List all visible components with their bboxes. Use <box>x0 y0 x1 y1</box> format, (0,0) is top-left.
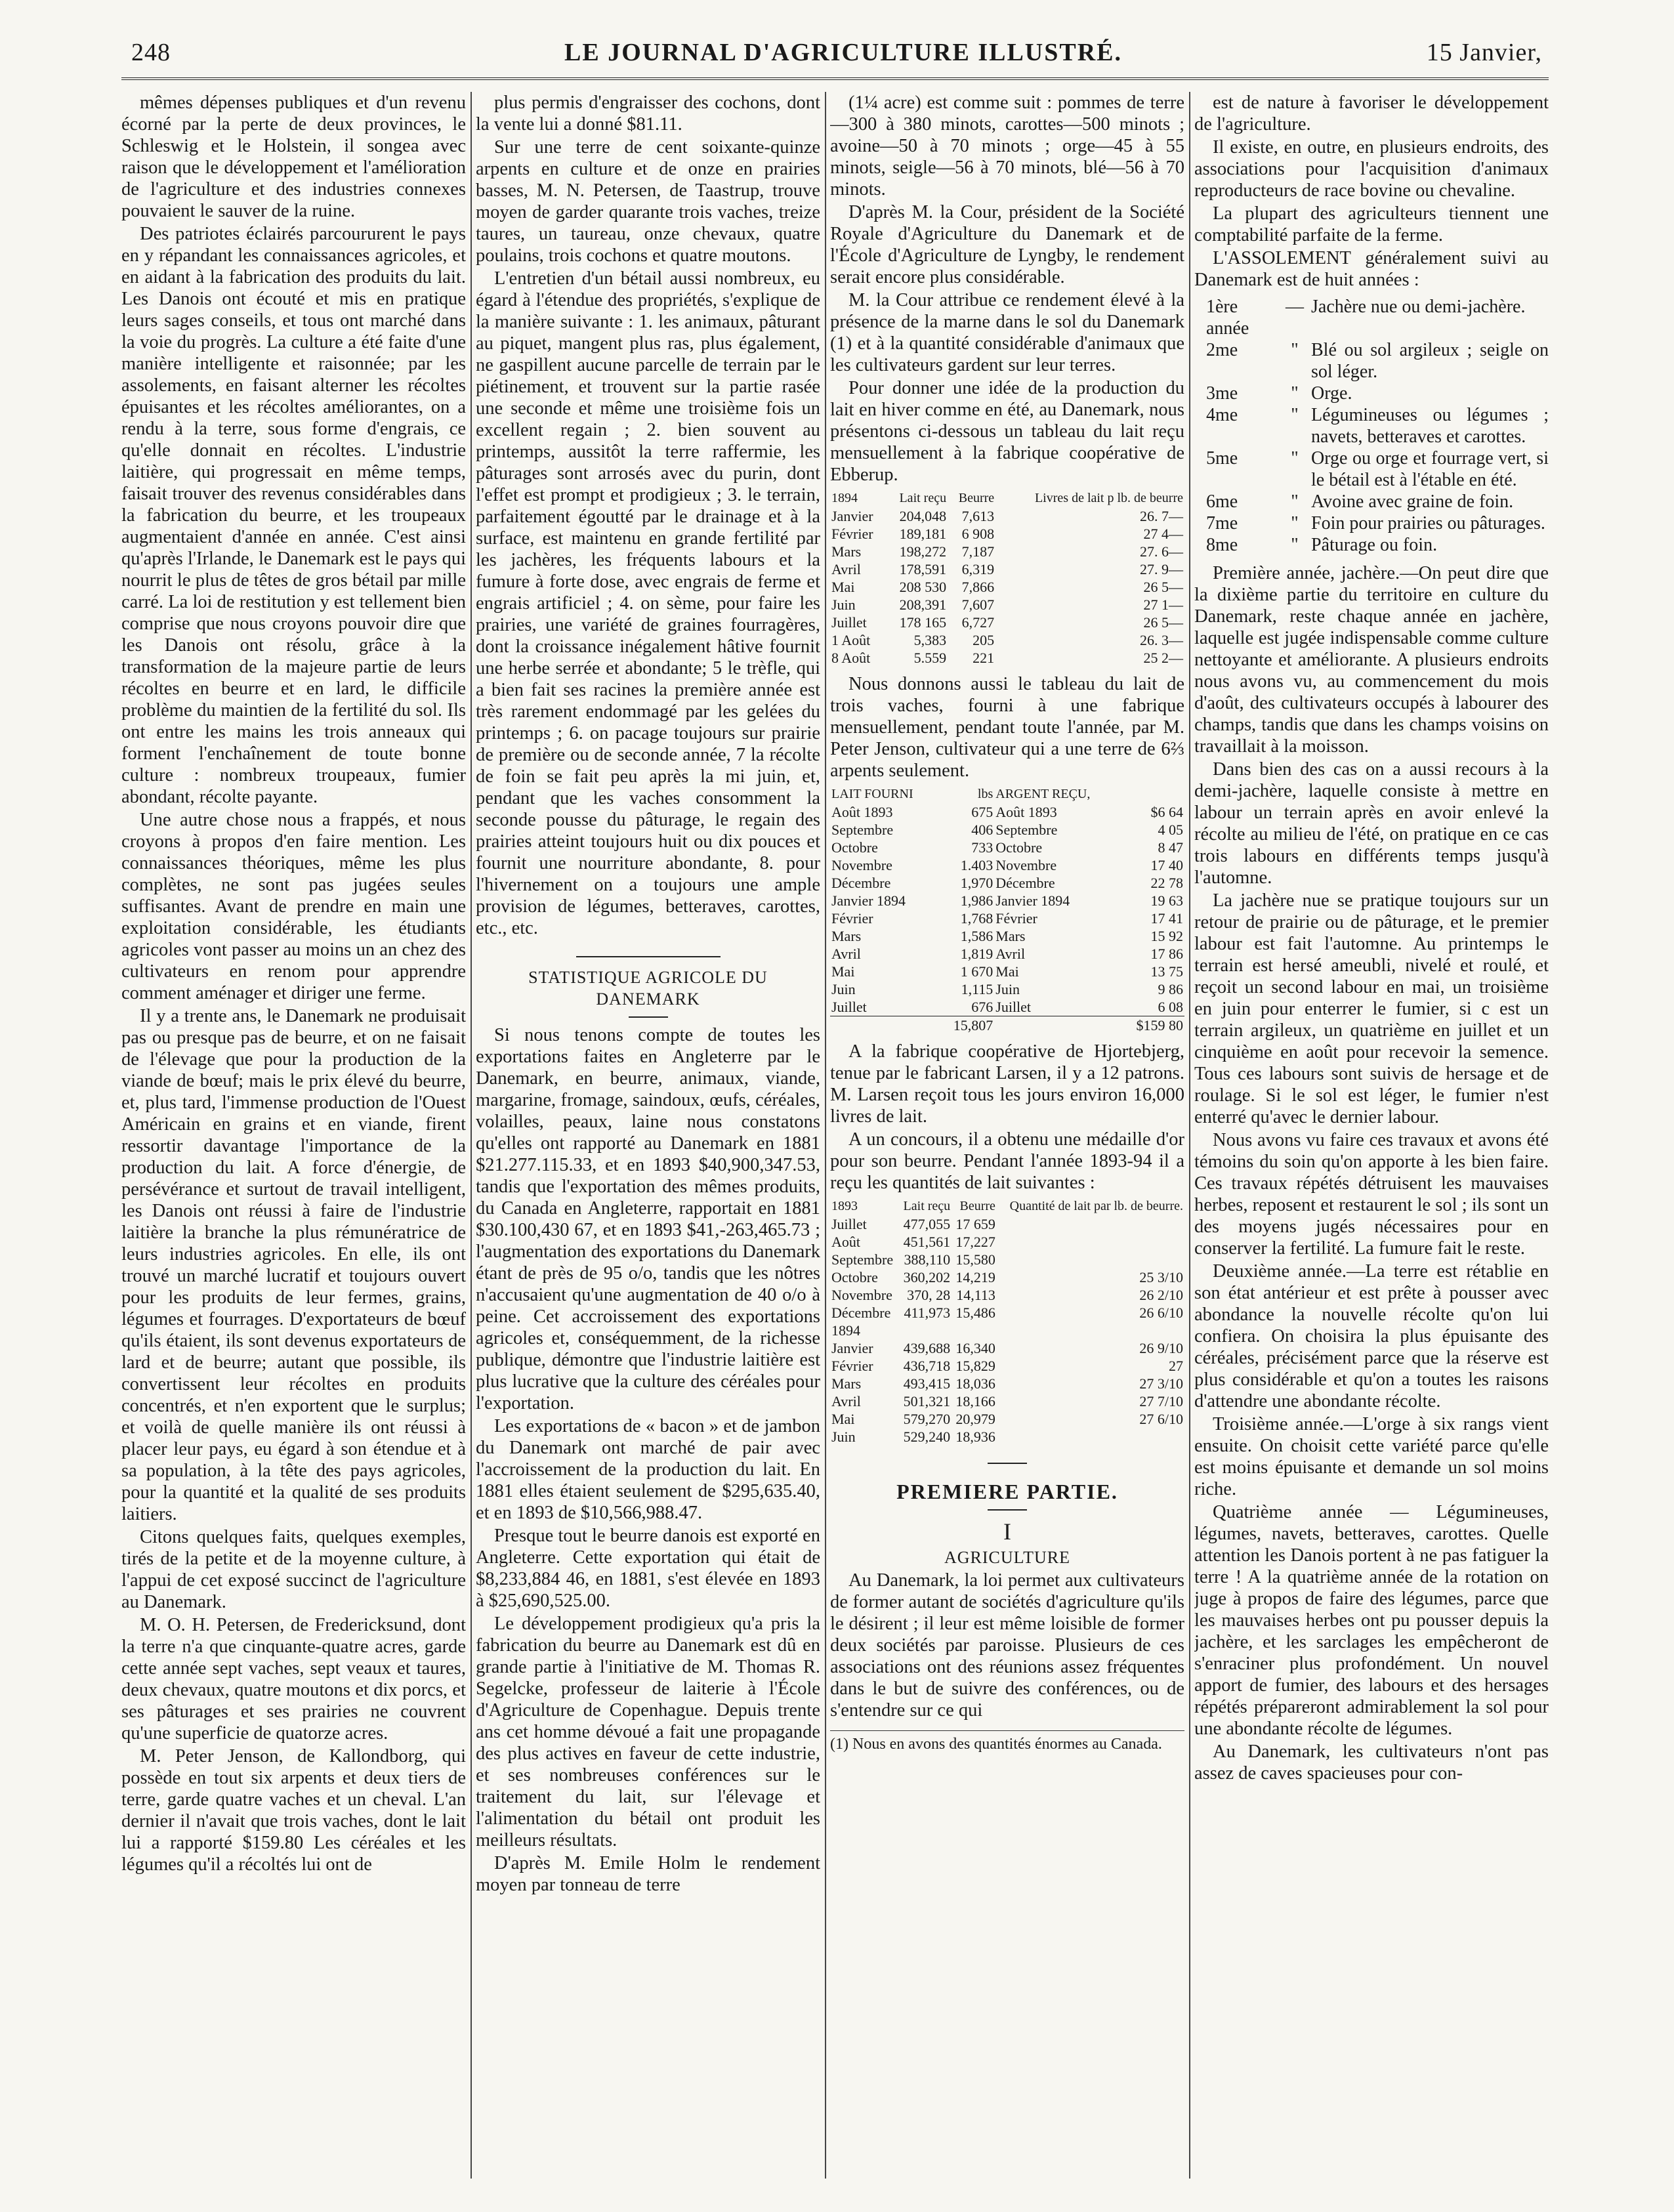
table-cell: 204,048 <box>899 508 947 524</box>
table-cell: 8 Août <box>831 650 871 666</box>
rotation-q: " <box>1291 383 1299 404</box>
section-heading: STATISTIQUE AGRICOLE DU DANEMARK <box>528 968 768 1009</box>
column-divider <box>1189 92 1190 2179</box>
paragraph: L'entretien d'un bétail aussi nombreux, eu égard à l'étendue des propriétés, s'explique de la manière suivante : 1. les animaux, pâturant au piquet, mangent plus ras, plus également, ne gaspillent aucune parcelle de terrain par le piétinement, et trouvent sur la partie rasée une seconde et même une troisième fois un excellent regain ; 2. bien souvent au printemps, aussitôt la terre raffermie, les pâturages sont arrosés avec du purin, dont l'effet est prompt et prodigieux ; 3. le terrain, parfaitement égoutté par le drainage et à la surface, est maintenu en grande fertilité par les jachères, les fréquents labours et la fumure à forte dose, avec engrais de ferme et engrais artificiel ; 4. on sème, pour faire les prairies, une variété de graines fourragères, dont la croissance inégalement hâtive fournit une herbe serrée et abondante; 5 le trèfle, qui a bien fait ses racines la première année est très rarement endommagé par les gelées du printemps ; 6. on pacage toujours sur prairie de première ou de seconde année, 7 la récolte de foin se fait peu après la mi juin, et, pendant que les vaches consomment la seconde pousse du pâturage, le regain des prairies atteint toujours huit ou dix pouces et fournit une nourriture abondante, 8. pour l'hivernement on a toujours une ample provision de légumes, betteraves, carottes, etc., etc. <box>476 268 820 938</box>
table-cell: 27 <box>1169 1358 1183 1374</box>
column-header: Beurre <box>958 491 995 505</box>
table-cell: 17 40 <box>1150 857 1183 873</box>
table-cell: 406 <box>971 822 994 838</box>
table-cell: Mars <box>831 928 862 944</box>
table-cell: 189,181 <box>899 526 947 542</box>
table-cell: Septembre <box>995 822 1058 838</box>
paragraph: Si nous tenons compte de toutes les exportations faites en Angleterre par le Danemark, en beurre, animaux, viande, margarine, fromage, saindoux, œufs, céréales, volailles, peaux, laine nous constatons qu'elles ont rapporté au Danemark en 1881 $21.277.115.33, et en 1893 $40,900,347.53, tandis que l'exportation des mêmes produits, du Canada en Angleterre, rapportait en 1881 $30.100,430 67, et en 1893 $41,-263,465.73 ; l'augmentation des exportations du Danemark étant de près de 95 o/o, tandis que les nôtres n'accusaient qu'une augmentation de 40 o/o à peine. Cet accroissement des exportations agricoles et, conséquemment, de la richesse publique, démontre que l'industrie laitière est plus lucrative que la culture des céréales pour l'exportation. <box>476 1025 820 1413</box>
table-row <box>830 839 1184 856</box>
rotation-year <box>1206 512 1549 534</box>
table-row <box>830 1410 1184 1428</box>
column-2 <box>476 92 820 2179</box>
paragraph: M. O. H. Petersen, de Fredericksund, dont la terre n'a que cinquante-quatre acres, garde cette année sept vaches, sept veaux et taures, deux chevaux, quatre moutons et dix porcs, et ses pâturages et ses prairies ne couvrent qu'une superficie de quatorze acres. <box>121 1615 466 1743</box>
column-header: Livres de lait p lb. de beurre <box>1034 491 1183 505</box>
table-cell: 25 2— <box>1143 650 1183 666</box>
paragraph: Première année, jachère.—On peut dire que la dixième partie du territoire en culture du Danemark, reste chaque année en jachère, laquelle est jugée indispensable comme culture nettoyante et améliorante. A plusieurs endroits nous avons vu, au commencement du mois d'août, des cultivateurs occupés à labourer des champs, tandis que dans les champs voisins on travaillait à la moisson. <box>1194 563 1549 757</box>
table-cell: Juin <box>831 981 856 997</box>
table-cell: 18,036 <box>955 1375 995 1392</box>
table-cell: 13 75 <box>1150 963 1183 980</box>
table-cell: 6 908 <box>961 526 995 542</box>
table-cell: 1,970 <box>960 875 994 891</box>
table-cell: 27 1— <box>1143 596 1183 613</box>
section-separator <box>988 1463 1027 1464</box>
table-cell: Janvier 1894 <box>995 892 1070 909</box>
paragraph: Au Danemark, les cultivateurs n'ont pas assez de caves spacieuses pour con- <box>1194 1742 1549 1784</box>
table-cell: Septembre <box>831 822 894 838</box>
column-header: Quantité de lait par lb. de beurre. <box>1009 1199 1183 1213</box>
table-cell <box>997 1428 1184 1446</box>
paragraph: M. la Cour attribue ce rendement élevé à la présence de la marne dans le sol du Danemark (1) et à la quantité considérable d'animaux que les cultivateurs gardent sur leur terres. <box>830 290 1184 375</box>
table-cell: Juillet <box>831 614 867 631</box>
table-cell: 27 4— <box>1143 526 1183 542</box>
table-row <box>830 614 1184 631</box>
table-row <box>830 1286 1184 1304</box>
rotation-crop: Orge ou orge et fourrage vert, si le bétail est à l'étable en été. <box>1311 448 1549 490</box>
paragraph: Il y a trente ans, le Danemark ne produisait pas ou presque pas de beurre, et on ne faisait de l'élevage que pour la production de la viande de bœuf; mais le prix élevé du beurre, et, plus tard, l'immense production de l'Ouest Américain en grains et en viande, firent ressortir davantage l'importance de la production du lait. A force d'énergie, de persévérance et surtout de travail intelligent, les Danois ont réussi à faire de l'industrie laitière la branche la plus rémunératrice de leurs industries agricoles. En elle, ils ont trouvé un marché lucratif et toujours ouvert pour les produits de leur fermes, grains, légumes et fourrages. D'exportateurs de bœuf qu'ils étaient, ils sont devenus exportateurs de lard et de beurre; autant que possible, ils convertissent leur récoltes en produits concentrés, et n'en exportent que le surplus; et voilà de quelle manière ils ont réussi à placer leur pays, eu égard à son étendue et à sa population, à la tête des pays agricoles, pour la quantité et la qualité de ses produits laitiers. <box>121 1006 466 1524</box>
table-cell: Août <box>831 1234 860 1250</box>
rotation-crop: Blé ou sol argileux ; seigle on sol léger. <box>1311 340 1549 382</box>
table-cell: 17 659 <box>955 1216 995 1232</box>
table-row <box>830 1392 1184 1410</box>
table-row <box>830 1233 1184 1251</box>
table-cell: 19 63 <box>1150 892 1183 909</box>
table-cell: Mai <box>831 1411 855 1427</box>
table-cell: Décembre <box>831 875 891 891</box>
rotation-year: 5me <box>1206 448 1238 469</box>
column-4 <box>1194 92 1549 2179</box>
table-row <box>830 1322 1184 1339</box>
paragraph: D'après M. Emile Holm le rendement moyen par tonneau de terre <box>476 1853 820 1895</box>
table-row <box>830 543 1184 560</box>
table-cell: 17 41 <box>1150 910 1183 927</box>
table-cell: Février <box>831 910 873 927</box>
jenson-milk-table <box>830 785 1184 1034</box>
rotation-year: 4me <box>1206 405 1238 425</box>
rotation-crop: Orge. <box>1311 383 1352 404</box>
rotation-year: 6me <box>1206 491 1238 512</box>
column-1 <box>121 92 466 2179</box>
issue-date: 15 Janvier, <box>1426 39 1542 66</box>
table-row <box>830 525 1184 543</box>
column-header: LAIT FOURNI <box>831 787 913 801</box>
table-cell: Avril <box>995 946 1026 962</box>
chapter-heading: AGRICULTURE <box>944 1548 1071 1567</box>
column-header: ARGENT REÇU, <box>995 787 1091 801</box>
table-cell: 1,115 <box>961 981 994 997</box>
table-cell: 26. 3— <box>1140 632 1183 648</box>
table-cell: 178 165 <box>899 614 947 631</box>
table-cell: 439,688 <box>903 1340 951 1356</box>
table-row <box>830 649 1184 667</box>
paragraph: A un concours, il a obtenu une médaille d'or pour son beurre. Pendant l'année 1893-94 il a reçu les quantités de lait suivantes : <box>830 1129 1184 1193</box>
table-cell: 5.559 <box>913 650 947 666</box>
table-cell: Juin <box>831 596 856 613</box>
table-row <box>830 927 1184 945</box>
table-cell: Novembre <box>831 857 892 873</box>
table-cell: Février <box>995 910 1037 927</box>
table-row <box>830 1375 1184 1392</box>
rotation-crop: Jachère nue ou demi-jachère. <box>1311 297 1526 317</box>
table-cell: 411,973 <box>904 1304 951 1321</box>
table-cell: 27. 6— <box>1140 543 1183 560</box>
table-cell: $6 64 <box>1150 804 1183 820</box>
rotation-q: — <box>1286 297 1304 317</box>
column-header: Lait reçu <box>899 491 947 505</box>
table-cell: 501,321 <box>903 1393 951 1409</box>
table-cell: 6 08 <box>1158 999 1183 1015</box>
table-cell: Mars <box>831 543 862 560</box>
paragraph: La plupart des agriculteurs tiennent une comptabilité parfaite de la ferme. <box>1194 203 1549 245</box>
table-cell: 493,415 <box>903 1375 951 1392</box>
table-cell: 1,586 <box>960 928 994 944</box>
table-cell: Octobre <box>995 839 1043 856</box>
heading-rule <box>988 1509 1027 1511</box>
table-row <box>830 892 1184 909</box>
table-row <box>830 1304 1184 1322</box>
table-cell: 26 5— <box>1143 579 1183 595</box>
paragraph: Une autre chose nous a frappés, et nous croyons à propos d'en faire mention. Les connaissances théoriques, même les plus complètes, ne sont pas jugées seules suffisantes. Avant de prendre en main une exploitation considérable, les étudiants agricoles vont passer au moins un an chez des cultivateurs en renom pour apprendre comment aménager et diriger une ferme. <box>121 810 466 1003</box>
paragraph: Dans bien des cas on a aussi recours à la demi-jachère, laquelle consiste à mettre en labour un terrain après en avoir enlevé la récolte au milieu de l'été, on pratique en ce cas trois labours en différents temps jusqu'à l'automne. <box>1194 759 1549 888</box>
table-cell: 7,187 <box>961 543 995 560</box>
table-cell: 208,391 <box>899 596 947 613</box>
table-cell: 6,319 <box>961 561 995 577</box>
rotation-year: 7me <box>1206 513 1238 533</box>
paragraph: mêmes dépenses publiques et d'un revenu écorné par la perte de deux provinces, le Schleswig et le Holstein, il songea avec raison que le développement et l'amélioration de l'agriculture et des industries connexes pouvaient le sauver de la ruine. <box>121 93 466 221</box>
table-row <box>830 856 1184 874</box>
table-cell: Septembre <box>831 1251 894 1268</box>
table-row <box>830 821 1184 839</box>
chapter-number: I <box>1003 1518 1011 1545</box>
table-row <box>830 1357 1184 1375</box>
paragraph: Des patriotes éclairés parcoururent le pays en y répandant les connaissances agricoles, et en aidant à la fabrication des produits du lait. Les Danois ont écouté et mis en pratique leurs sages conseils, et tous ont marché dans la voie du progrès. La culture a été faite d'une manière intelligente et raisonnée; par les assolements, en faisant alterner les récoltes épuisantes et les récoltes améliorantes, on a rendu à la terre, sous forme d'engrais, ce qu'elle donnait en récoltes. L'industrie laitière, qui progressait en même temps, faisait trouver des revenus considérables dans la fabrication du beurre, et les troupeaux augmentaient d'année en année. C'est ainsi qu'après l'Irlande, le Danemark est le pays qui nourrit le plus de têtes de gros bétail par mille carré. La loi de restitution y est tellement bien comprise que nous croyons pouvoir dire que les Danois ont résolu, grâce à la transformation de la majeure partie de leurs récoltes en beurre et en lard, le difficile problème du maintien de la fertilité du sol. Ils ont entre les mains les trois anneaux qui forment l'enchaînement de toute bonne culture : nombreux troupeaux, fumier abondant, récolte payante. <box>121 224 466 807</box>
paragraph: Au Danemark, la loi permet aux cultivateurs de former autant de sociétés d'agriculture qu'ils le désirent ; il leur est même loisible de former deux sociétés par paroisse. Plusieurs de ces associations ont des réunions assez fréquentes dans le but de suivre des conférences, ou de s'entendre sur ce qui <box>830 1570 1184 1721</box>
table-row <box>830 1251 1184 1268</box>
rotation-year <box>1206 296 1549 339</box>
table-cell: Janvier 1894 <box>831 892 906 909</box>
table-cell: Avril <box>831 561 861 577</box>
rotation-year <box>1206 534 1549 556</box>
paragraph: Pour donner une idée de la production du lait en hiver comme en été, au Danemark, nous présentons ci-dessous un tableau du lait reçu mensuellement à la fabrique coopérative de Ebberup. <box>830 378 1184 485</box>
table-row <box>830 909 1184 927</box>
table-total-row <box>830 1016 1184 1035</box>
column-header: 1893 <box>831 1199 858 1213</box>
table-cell: 26. 7— <box>1140 508 1183 524</box>
table-cell: 7,607 <box>961 596 995 613</box>
paragraph: Il existe, en outre, en plusieurs endroits, des associations pour l'acquisition d'animaux reproducteurs de race bovine ou chevaline. <box>1194 137 1549 201</box>
rotation-year: 3me <box>1206 383 1238 404</box>
rotation-q: " <box>1291 405 1299 425</box>
paragraph: plus permis d'engraisser des cochons, dont la vente lui a donné $81.11. <box>476 93 820 135</box>
table-row <box>830 1268 1184 1286</box>
rotation-crop: Avoine avec graine de foin. <box>1311 491 1514 512</box>
table-total-cell: 15,807 <box>940 1016 995 1035</box>
journal-title: LE JOURNAL D'AGRICULTURE ILLUSTRÉ. <box>564 39 1123 66</box>
table-row <box>830 803 1184 821</box>
rotation-crop: Légumineuses ou légumes ; navets, betteraves et carottes. <box>1311 405 1549 447</box>
table-cell: 451,561 <box>903 1234 951 1250</box>
table-cell: Avril <box>831 1393 861 1409</box>
table-cell: Février <box>831 1358 873 1374</box>
table-cell: Juillet <box>831 999 867 1015</box>
rotation-year: 2me <box>1206 340 1238 360</box>
table-row <box>830 874 1184 892</box>
table-cell: 27. 9— <box>1140 561 1183 577</box>
rotation-year <box>1206 383 1549 404</box>
table-cell: 1.403 <box>960 857 994 873</box>
table-cell: 529,240 <box>903 1429 951 1445</box>
rotation-crop: Foin pour prairies ou pâturages. <box>1311 513 1545 533</box>
table-cell: 208 530 <box>899 579 947 595</box>
table-cell: 1 Août <box>831 632 871 648</box>
table-cell: Décembre <box>995 875 1055 891</box>
table-header-row <box>830 490 1184 507</box>
table-cell: 360,202 <box>903 1269 951 1285</box>
table-cell: 15 92 <box>1150 928 1183 944</box>
paragraph: est de nature à favoriser le développement de l'agriculture. <box>1194 93 1549 135</box>
table-row <box>830 945 1184 963</box>
table-row <box>830 560 1184 578</box>
table-cell: Février <box>831 526 873 542</box>
ebberup-milk-table <box>830 490 1184 667</box>
table-cell: Mai <box>995 963 1019 980</box>
table-cell: 733 <box>971 839 994 856</box>
table-cell: 1,819 <box>960 946 994 962</box>
table-cell: 15,580 <box>955 1251 995 1268</box>
table-row <box>830 1215 1184 1233</box>
table-cell: 26 6/10 <box>1139 1304 1183 1321</box>
table-cell: Juillet <box>995 999 1032 1015</box>
table-cell: Mars <box>831 1375 862 1392</box>
part-heading: PREMIERE PARTIE. <box>896 1480 1118 1503</box>
table-cell: 388,110 <box>904 1251 951 1268</box>
rotation-q: " <box>1291 340 1299 360</box>
table-cell: Décembre <box>831 1304 891 1321</box>
paragraph: L'ASSOLEMENT généralement suivi au Danemark est de huit années : <box>1194 248 1549 290</box>
rotation-year <box>1206 339 1549 383</box>
table-cell: 198,272 <box>899 543 947 560</box>
paragraph: A la fabrique coopérative de Hjortebjerg, tenue par le fabricant Larsen, il y a 12 patrons. M. Larsen reçoit tous les jours environ 16,000 livres de lait. <box>830 1041 1184 1127</box>
table-cell: Juin <box>831 1429 856 1445</box>
table-cell: Mars <box>995 928 1026 944</box>
table-row <box>830 596 1184 614</box>
paragraph: Nous avons vu faire ces travaux et avons été témoins du soin qu'on apporte à les bien faire. Ces travaux répétés détruisent les mauvaises herbes, reposent et restaurent le sol ; ils sont un des moyens jugés nécessaires pour en conserver la fertilité. La fumure fait le reste. <box>1194 1130 1549 1259</box>
column-header: 1894 <box>831 491 858 505</box>
table-cell: 370, 28 <box>907 1287 951 1303</box>
section-separator <box>576 956 721 957</box>
hjortebjerg-milk-table <box>830 1198 1184 1446</box>
heading-rule <box>629 1016 668 1018</box>
table-cell: Juin <box>995 981 1020 997</box>
table-cell: Août 1893 <box>995 804 1057 820</box>
table-cell: 8 47 <box>1158 839 1183 856</box>
table-cell: Avril <box>831 946 861 962</box>
rotation-q: " <box>1291 513 1299 533</box>
table-cell: 27 7/10 <box>1139 1393 1183 1409</box>
table-cell <box>997 1322 1184 1339</box>
table-row <box>830 963 1184 980</box>
table-cell: Janvier <box>831 508 873 524</box>
table-cell <box>952 1322 997 1339</box>
table-total-cell <box>830 1016 940 1035</box>
table-cell <box>997 1215 1184 1233</box>
table-header-row <box>830 785 1184 803</box>
table-cell: 579,270 <box>903 1411 951 1427</box>
rotation-year <box>1206 404 1549 448</box>
table-cell: 27 6/10 <box>1139 1411 1183 1427</box>
table-cell: Mai <box>831 963 855 980</box>
paragraph: Deuxième année.—La terre est rétablie en son état antérieur et est prête à pousser avec abondance la nouvelle récolte qu'on lui confiera. On choisira la plus épuisante des céréales, précisément parce que la réserve est plus considérable et qu'on a toutes les raisons d'attendre une abondante récolte. <box>1194 1261 1549 1411</box>
paragraph: Troisième année.—L'orge à six rangs vient ensuite. On choisit cette variété parce qu'elle est moins épuisante et demande un sol moins riche. <box>1194 1414 1549 1499</box>
paragraph: M. Peter Jenson, de Kallondborg, qui possède en tout six arpents et deux tiers de terre, garde quatre vaches et un cheval. L'an dernier il n'avait que trois vaches, dont le lait lui a rapporté $159.80 Les céréales et les légumes qu'il a récoltés lui ont de <box>121 1746 466 1875</box>
table-cell <box>899 1322 952 1339</box>
table-total-cell <box>994 1016 1120 1035</box>
table-cell: 14,113 <box>956 1287 995 1303</box>
table-row <box>830 631 1184 649</box>
header-rule <box>121 77 1549 80</box>
table-cell: Mai <box>831 579 855 595</box>
paragraph: La jachère nue se pratique toujours sur un retour de prairie ou de pâturage, et le premier labour est fait l'automne. Au printemps le terrain est hersé ameubli, nivelé et roulé, et reçoit un second labour en mai, un troisième en juin pour enterrer le fumier, si c est un terrain argileux, un quatrième en juillet et un cinquième en août pour recevoir la semence. Tous ces labours sont suivis de hersage et de roulage. Si le sol est léger, le fumier n'est enterré qu'avec le dernier labour. <box>1194 890 1549 1127</box>
table-cell: 675 <box>971 804 994 820</box>
table-cell: 4 05 <box>1158 822 1183 838</box>
table-cell: 1,768 <box>960 910 994 927</box>
paragraph: Quatrième année — Légumineuses, légumes, navets, betteraves, carottes. Quelle attention les Danois portent à ne pas fatiguer la terre ! A la quatrième année de la rotation on juge à propos de faire des légumes, parce que les mauvaises herbes ont pu pousser depuis la jachère, et les sarclages les empêcheront de s'enraciner plus profondément. Un nouvel apport de fumier, des labours et des hersages répétés prépareront admirablement la sol pour une abondante récolte de légumes. <box>1194 1502 1549 1739</box>
column-header <box>1120 785 1184 803</box>
rotation-year: 8me <box>1206 535 1238 555</box>
table-cell: Janvier <box>831 1340 873 1356</box>
page-number: 248 <box>131 39 171 66</box>
table-row <box>830 1339 1184 1357</box>
table-cell: 18,166 <box>955 1393 995 1409</box>
table-cell: 22 78 <box>1150 875 1183 891</box>
rotation-q: " <box>1291 448 1299 469</box>
table-cell: 676 <box>971 999 994 1015</box>
paragraph: Nous donnons aussi le tableau du lait de trois vaches, fourni à une fabrique mensuellement, pendant toute l'année, par M. Peter Jenson, cultivateur qui a une terre de 6⅔ arpents seulement. <box>830 674 1184 781</box>
table-cell: 14,219 <box>955 1269 995 1285</box>
column-header: Beurre <box>959 1199 995 1213</box>
table-cell: Octobre <box>831 839 878 856</box>
table-cell: 20,979 <box>955 1411 995 1427</box>
table-cell <box>997 1251 1184 1268</box>
paragraph: D'après M. la Cour, président de la Société Royale d'Agriculture du Danemark et de l'École d'Agriculture de Lyngby, le rendement serait encore plus considérable. <box>830 202 1184 287</box>
table-cell: 1894 <box>831 1322 860 1339</box>
column-3 <box>830 92 1184 2179</box>
page-header <box>131 38 1542 75</box>
table-cell: Août 1893 <box>831 804 893 820</box>
table-cell: 17 86 <box>1150 946 1183 962</box>
table-row <box>830 578 1184 596</box>
table-cell: 27 3/10 <box>1139 1375 1183 1392</box>
table-cell: 26 5— <box>1143 614 1183 631</box>
table-cell: 6,727 <box>961 614 995 631</box>
table-cell: Octobre <box>831 1269 878 1285</box>
table-cell: 1,986 <box>960 892 994 909</box>
table-total-cell: $159 80 <box>1120 1016 1184 1035</box>
crop-rotation-list <box>1206 296 1549 556</box>
paragraph: (1¼ acre) est comme suit : pommes de terre—300 à 380 minots, carottes—500 minots ; avoine—50 à 70 minots ; orge—45 à 55 minots, seigle—56 à 70 minots, blé—56 à 70 minots. <box>830 93 1184 199</box>
table-cell: 16,340 <box>955 1340 995 1356</box>
table-cell: 26 2/10 <box>1139 1287 1183 1303</box>
rotation-q: " <box>1291 491 1299 512</box>
table-cell: 18,936 <box>955 1429 995 1445</box>
table-row <box>830 980 1184 998</box>
table-cell: 9 86 <box>1158 981 1183 997</box>
rotation-year: 1ère année <box>1206 297 1249 339</box>
column-header: lbs <box>977 787 994 801</box>
table-cell: 1 670 <box>960 963 994 980</box>
column-divider <box>825 92 826 2179</box>
rotation-year <box>1206 491 1549 512</box>
table-cell: 477,055 <box>903 1216 951 1232</box>
rotation-q: " <box>1291 535 1299 555</box>
rotation-crop: Pâturage ou foin. <box>1311 535 1438 555</box>
table-cell: 205 <box>973 632 995 648</box>
paragraph: Le développement prodigieux qu'a pris la fabrication du beurre au Danemark est dû en grande partie à l'initiative de M. Thomas R. Segelcke, professeur de laiterie à l'École d'Agriculture de Copenhague. Depuis trente ans cet homme dévoué a fait une propagande des plus actives en faveur de cette industrie, et ses nombreuses conférences sur le traitement du lait, sur l'élevage et l'alimentation du bétail ont produit les meilleurs résultats. <box>476 1614 820 1850</box>
column-divider <box>471 92 472 2179</box>
table-cell: 25 3/10 <box>1139 1269 1183 1285</box>
table-cell: 221 <box>973 650 995 666</box>
table-cell <box>997 1233 1184 1251</box>
table-cell: 436,718 <box>903 1358 951 1374</box>
column-header: Lait reçu <box>903 1199 951 1213</box>
table-cell: 26 9/10 <box>1139 1340 1183 1356</box>
table-cell: Novembre <box>995 857 1057 873</box>
table-cell: 7,866 <box>961 579 995 595</box>
table-cell: Novembre <box>831 1287 892 1303</box>
paragraph: Presque tout le beurre danois est exporté en Angleterre. Cette exportation qui était de $8,233,884 46, en 1881, s'est élevée en 1893 à $25,690,525.00. <box>476 1526 820 1611</box>
table-cell: 15,829 <box>955 1358 995 1374</box>
table-cell: Juillet <box>831 1216 867 1232</box>
table-cell: 7,613 <box>961 508 995 524</box>
table-row <box>830 507 1184 525</box>
table-row <box>830 998 1184 1016</box>
table-cell: 178,591 <box>899 561 947 577</box>
table-row <box>830 1428 1184 1446</box>
paragraph: Citons quelques faits, quelques exemples, tirés de la petite et de la moyenne culture, à l'appui de cet exposé succinct de l'agriculture au Danemark. <box>121 1527 466 1612</box>
table-cell: 5,383 <box>913 632 947 648</box>
paragraph: Sur une terre de cent soixante-quinze arpents en culture et de onze en prairies basses, M. N. Petersen, de Taastrup, trouve moyen de garder quarante trois vaches, treize taures, un taureau, onze chevaux, quatre poulains, trois cochons et quatre moutons. <box>476 137 820 266</box>
table-cell: 15,486 <box>955 1304 995 1321</box>
footnote: (1) Nous en avons des quantités énormes au Canada. <box>830 1730 1184 1753</box>
paragraph: Les exportations de « bacon » et de jambon du Danemark ont marché de pair avec l'accroissement de la production du lait. En 1881 elles étaient seulement de $295,635.40, et en 1893 de $10,566,988.47. <box>476 1416 820 1523</box>
table-header-row <box>830 1198 1184 1215</box>
rotation-year <box>1206 448 1549 491</box>
table-cell: 17,227 <box>955 1234 995 1250</box>
